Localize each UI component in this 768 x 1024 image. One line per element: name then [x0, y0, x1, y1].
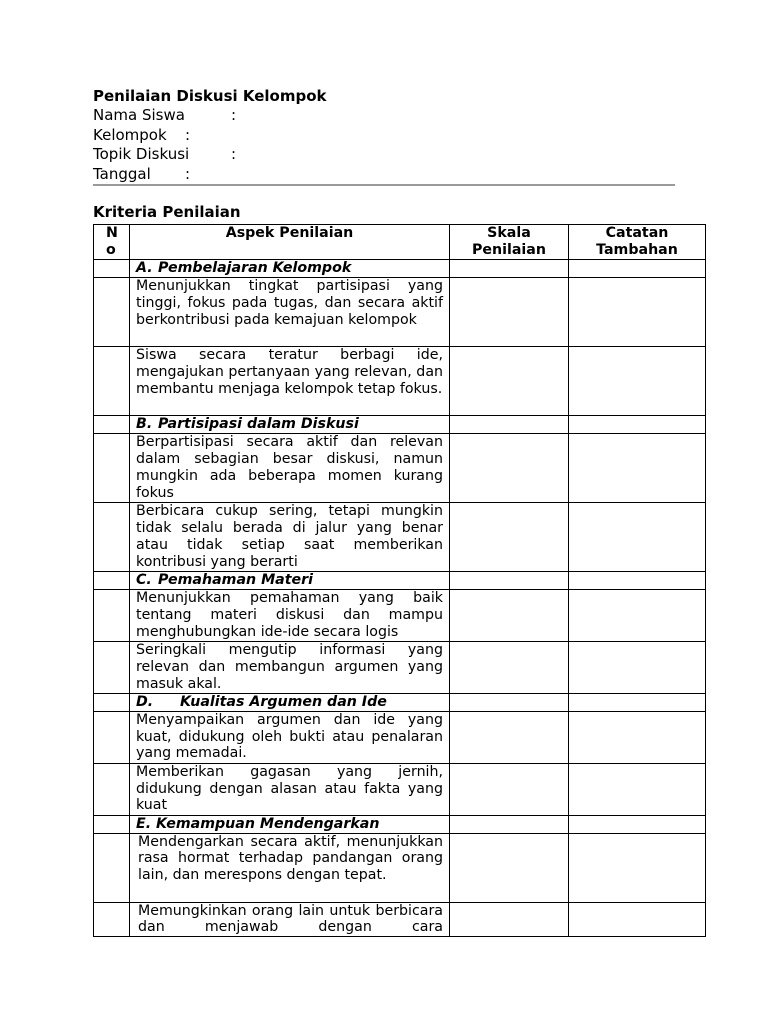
aspect-cell: Mendengarkan secara aktif, menunjukkan rasa hormat terhadap pandangan orang lain, dan merespons dengan tepat.: [130, 833, 450, 902]
notes-cell[interactable]: [569, 815, 706, 833]
table-row: [94, 763, 706, 815]
table-header-row: [94, 225, 706, 260]
category-cell: [130, 693, 450, 711]
section-title: Kriteria Penilaian: [93, 203, 241, 221]
notes-cell[interactable]: [569, 415, 706, 433]
no-cell: [94, 815, 130, 833]
aspect-cell: Siswa secara teratur berbagi ide, mengajukan pertanyaan yang relevan, dan membantu menjaga kelompok tetap fokus.: [130, 346, 450, 415]
field-label: Topik Diskusi: [93, 145, 190, 163]
category-name: Partisipasi dalam Diskusi: [158, 415, 359, 432]
scale-cell[interactable]: [450, 641, 569, 693]
field-label: Kelompok: [93, 126, 167, 144]
field-label: Nama Siswa: [93, 106, 185, 124]
notes-cell[interactable]: [569, 641, 706, 693]
no-cell: [94, 711, 130, 763]
notes-cell[interactable]: [569, 711, 706, 763]
category-cell: [130, 571, 450, 589]
notes-cell[interactable]: [569, 502, 706, 571]
category-row: [94, 415, 706, 433]
scale-cell[interactable]: [450, 763, 569, 815]
table-row: [94, 433, 706, 502]
table-row: [94, 902, 706, 937]
category-name: Kualitas Argumen dan Ide: [180, 693, 387, 710]
no-cell: [94, 502, 130, 571]
no-cell: [94, 346, 130, 415]
notes-cell[interactable]: [569, 693, 706, 711]
aspect-cell: Memberikan gagasan yang jernih, didukung dengan alasan atau fakta yang kuat: [130, 763, 450, 815]
aspect-cell: Berpartisipasi secara aktif dan relevan dalam sebagian besar diskusi, namun mungkin ada beberapa momen kurang fokus: [130, 433, 450, 502]
notes-cell[interactable]: [569, 260, 706, 278]
no-cell: [94, 571, 130, 589]
scale-cell[interactable]: [450, 260, 569, 278]
notes-cell[interactable]: [569, 346, 706, 415]
notes-cell[interactable]: [569, 833, 706, 902]
notes-cell[interactable]: [569, 433, 706, 502]
no-cell: [94, 763, 130, 815]
table-row: [94, 711, 706, 763]
category-cell: [130, 415, 450, 433]
category-row: [94, 571, 706, 589]
scale-cell[interactable]: [450, 502, 569, 571]
field-colon: :: [231, 106, 237, 124]
field-colon: :: [231, 145, 237, 163]
field-label: Tanggal: [93, 165, 151, 183]
header-aspect: Aspek Penilaian: [130, 225, 450, 260]
category-name: Pemahaman Materi: [158, 571, 314, 588]
aspect-cell: Menunjukkan tingkat partisipasi yang tinggi, fokus pada tugas, dan secara aktif berkontribusi pada kemajuan kelompok: [130, 277, 450, 346]
category-letter: A.: [136, 260, 153, 276]
scale-cell[interactable]: [450, 277, 569, 346]
category-cell: [130, 260, 450, 278]
scale-cell[interactable]: [450, 815, 569, 833]
category-name: Kemampuan Mendengarkan: [156, 815, 380, 832]
no-cell: [94, 433, 130, 502]
header-scale: Skala Penilaian: [450, 225, 569, 260]
scale-cell[interactable]: [450, 571, 569, 589]
category-cell: [130, 815, 450, 833]
notes-cell[interactable]: [569, 763, 706, 815]
field-topik-diskusi: [93, 145, 237, 163]
table-row: [94, 346, 706, 415]
aspect-cell: Seringkali mengutip informasi yang relevan dan membangun argumen yang masuk akal.: [130, 641, 450, 693]
field-kelompok: [93, 126, 191, 144]
no-cell: [94, 902, 130, 937]
header-no: N o: [94, 225, 130, 260]
no-cell: [94, 693, 130, 711]
category-letter: E.: [136, 815, 152, 832]
aspect-cell: Menyampaikan argumen dan ide yang kuat, didukung oleh bukti atau penalaran yang memadai.: [130, 711, 450, 763]
aspect-cell: Memungkinkan orang lain untuk berbicara dan menjawab dengan cara: [130, 902, 450, 937]
horizontal-divider: [93, 184, 675, 186]
no-cell: [94, 277, 130, 346]
assessment-table: [93, 224, 706, 937]
field-colon: :: [185, 126, 191, 144]
form-title: Penilaian Diskusi Kelompok: [93, 87, 327, 105]
category-row: [94, 815, 706, 833]
scale-cell[interactable]: [450, 833, 569, 902]
notes-cell[interactable]: [569, 571, 706, 589]
scale-cell[interactable]: [450, 346, 569, 415]
table-row: [94, 641, 706, 693]
no-cell: [94, 589, 130, 641]
scale-cell[interactable]: [450, 415, 569, 433]
notes-cell[interactable]: [569, 277, 706, 346]
scale-cell[interactable]: [450, 433, 569, 502]
notes-cell[interactable]: [569, 902, 706, 937]
scale-cell[interactable]: [450, 902, 569, 937]
field-nama-siswa: [93, 106, 237, 124]
category-row: [94, 260, 706, 278]
category-letter: C.: [136, 571, 152, 588]
aspect-cell: Menunjukkan pemahaman yang baik tentang materi diskusi dan mampu menghubungkan ide-ide secara logis: [130, 589, 450, 641]
category-letter: B.: [136, 415, 153, 432]
no-cell: [94, 415, 130, 433]
no-cell: [94, 260, 130, 278]
category-letter: D.: [136, 693, 154, 710]
table-row: [94, 833, 706, 902]
field-tanggal: [93, 165, 191, 183]
field-colon: :: [185, 165, 191, 183]
table-row: [94, 277, 706, 346]
scale-cell[interactable]: [450, 589, 569, 641]
table-row: [94, 589, 706, 641]
no-cell: [94, 641, 130, 693]
aspect-cell: Berbicara cukup sering, tetapi mungkin tidak selalu berada di jalur yang benar atau tidak setiap saat memberikan kontribusi yang berarti: [130, 502, 450, 571]
category-row: [94, 693, 706, 711]
no-cell: [94, 833, 130, 902]
header-notes: Catatan Tambahan: [569, 225, 706, 260]
notes-cell[interactable]: [569, 589, 706, 641]
table-row: [94, 502, 706, 571]
scale-cell[interactable]: [450, 711, 569, 763]
category-name: Pembelajaran Kelompok: [158, 260, 352, 276]
scale-cell[interactable]: [450, 693, 569, 711]
